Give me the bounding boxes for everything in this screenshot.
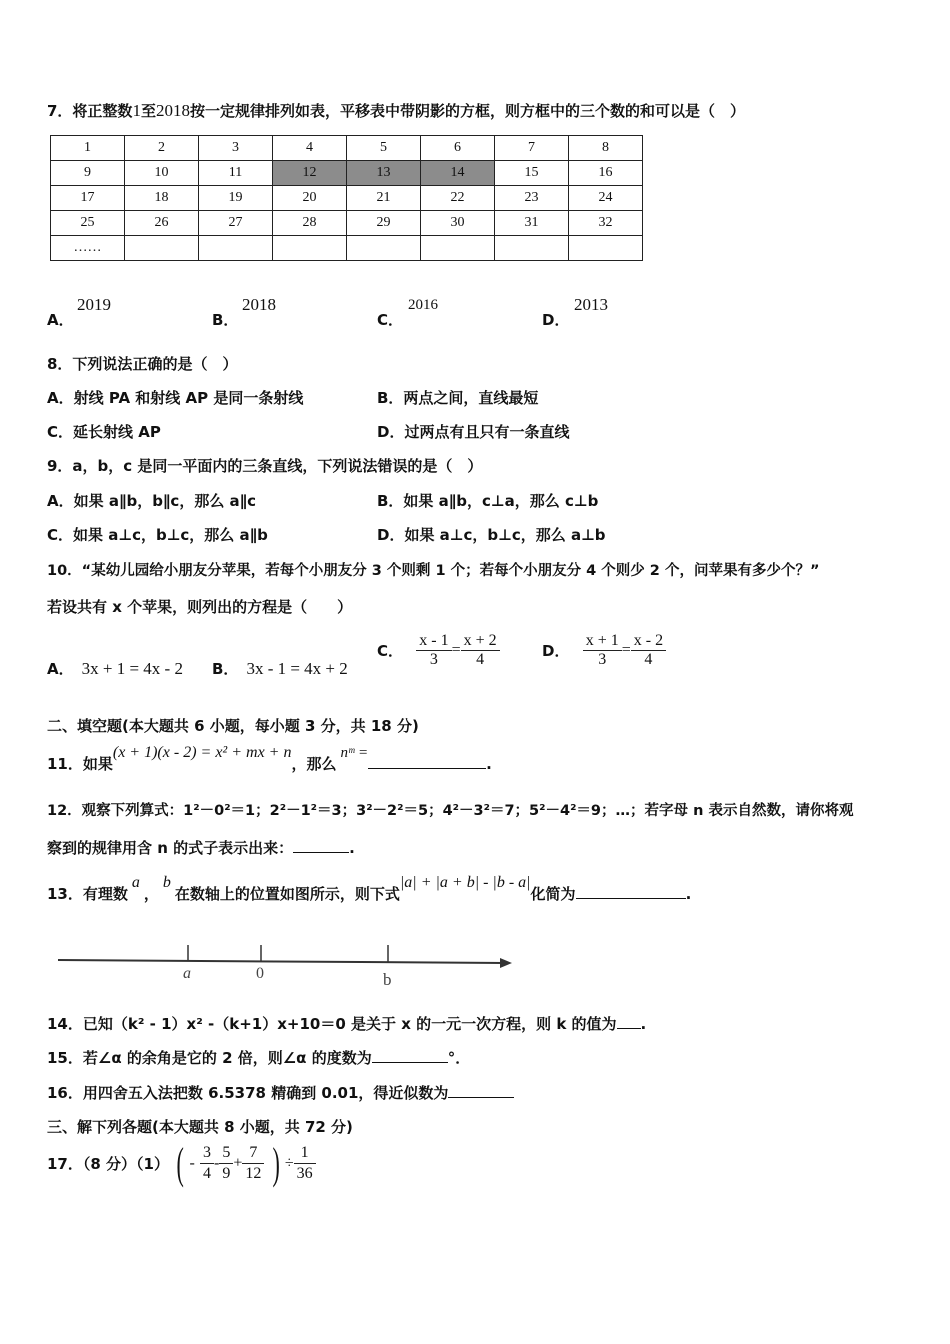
table-row (51, 236, 643, 261)
q10-option-d[interactable]: D． $\frac{x + 1}{3}$ = $\frac{x - 2}{4}$ (542, 632, 666, 669)
q14: 14．已知（k² - 1）x² -（k+1）x+10＝0 是关于 x 的一元一次方程，则 k 的值为 . (47, 1015, 647, 1033)
q9-option-d[interactable]: D．如果 a⊥c，b⊥c，那么 a⊥b (377, 526, 606, 544)
q8-option-a[interactable]: A．射线 PA 和射线 AP 是同一条射线 (47, 389, 304, 407)
table-cell: 21 (347, 186, 421, 211)
table-cell: 25 (51, 211, 125, 236)
q17-fraction-3: $\frac{7}{12}$ (242, 1143, 264, 1184)
q10-option-b-equation: 3x - 1 = 4x + 2 (246, 659, 348, 678)
table-row (51, 186, 643, 211)
q10-option-c-fraction-left: $\frac{x - 1}{3}$ (416, 632, 451, 669)
table-cell: 8 (569, 136, 643, 161)
q17-fraction-2: $\frac{5}{9}$ (219, 1143, 233, 1184)
q13: 13．有理数a，b在数轴上的位置如图所示，则下式|a| + |a + b| - |b - a|化简为 . (47, 874, 692, 903)
q10-option-d-fraction-left: $\frac{x + 1}{3}$ (583, 632, 622, 669)
q10-stem-line2: 若设共有 x 个苹果，则列出的方程是（ ） (47, 598, 353, 616)
q10-option-d-fraction-right: $\frac{x - 2}{4}$ (631, 632, 666, 669)
table-cell (421, 236, 495, 261)
q8-stem: 8．下列说法正确的是（ ） (47, 355, 238, 373)
label-0: 0 (256, 965, 264, 982)
table-cell: 11 (199, 161, 273, 186)
q9-stem: 9．a，b，c 是同一平面内的三条直线，下列说法错误的是（ ） (47, 457, 483, 475)
section-2-heading: 二、填空题(本大题共 6 小题，每小题 3 分，共 18 分) (47, 717, 419, 735)
q13-answer-blank[interactable] (576, 898, 686, 899)
q12-line2: 察到的规律用含 n 的式子表示出来： . (47, 839, 355, 857)
table-cell (199, 236, 273, 261)
table-cell (273, 236, 347, 261)
q10-option-c-fraction-right: $\frac{x + 2}{4}$ (461, 632, 500, 669)
table-cell: 10 (125, 161, 199, 186)
table-cell: 30 (421, 211, 495, 236)
q12-line1: 12．观察下列算式：1²－0²＝1；2²－1²＝3；3²－2²＝5；4²－3²＝7；5²－4²＝9；…；若字母 n 表示自然数，请你将观 (47, 803, 854, 819)
q12-answer-blank[interactable] (293, 852, 349, 853)
table-row (51, 136, 643, 161)
q8-option-d[interactable]: D．过两点有且只有一条直线 (377, 423, 570, 441)
q13-number-line (50, 935, 520, 995)
table-cell: 15 (495, 161, 569, 186)
table-cell: 7 (495, 136, 569, 161)
q11-answer-blank[interactable] (368, 768, 486, 769)
table-cell: 32 (569, 211, 643, 236)
q17: 17．（8 分）（1） ( - $\frac{3}{4}$ - $\frac{5}{9}$ + $\frac{7}{12}$ ) ÷ $\frac{1}{36}$ (47, 1143, 316, 1184)
q13-expression: |a| + |a + b| - |b - a| (399, 874, 531, 891)
table-cell: 20 (273, 186, 347, 211)
table-cell: 2 (125, 136, 199, 161)
table-cell: 16 (569, 161, 643, 186)
q14-answer-blank[interactable] (617, 1028, 641, 1029)
q7-option-c-value: 2016 (408, 297, 438, 313)
table-cell: 1 (51, 136, 125, 161)
section-3-heading: 三、解下列各题(本大题共 8 小题，共 72 分) (47, 1118, 353, 1136)
q7-option-a-value: 2019 (77, 295, 111, 314)
q7-option-b[interactable]: B． (212, 311, 239, 329)
table-row (51, 211, 643, 236)
table-cell: 17 (51, 186, 125, 211)
table-cell: 5 (347, 136, 421, 161)
q10-option-a[interactable]: A． 3x + 1 = 4x - 2 (47, 659, 183, 678)
q11-expression: (x + 1)(x - 2) = x² + mx + n (112, 744, 292, 761)
table-cell (125, 236, 199, 261)
table-cell (495, 236, 569, 261)
q15-answer-blank[interactable] (372, 1062, 448, 1063)
q15: 15．若∠α 的余角是它的 2 倍，则∠α 的度数为 °． (47, 1049, 471, 1067)
q9-option-a[interactable]: A．如果 a∥b，b∥c，那么 a∥c (47, 492, 257, 510)
table-cell: 24 (569, 186, 643, 211)
table-cell: 29 (347, 211, 421, 236)
table-cell: 27 (199, 211, 273, 236)
q16-answer-blank[interactable] (448, 1097, 514, 1098)
q7-option-c[interactable]: C． (377, 311, 404, 329)
q9-option-c[interactable]: C．如果 a⊥c，b⊥c，那么 a∥b (47, 526, 268, 544)
table-cell: …… (51, 236, 125, 261)
table-cell: 23 (495, 186, 569, 211)
table-cell-shaded: 12 (273, 161, 347, 186)
q17-fraction-divisor: $\frac{1}{36}$ (294, 1143, 316, 1184)
table-cell: 28 (273, 211, 347, 236)
table-cell (569, 236, 643, 261)
q8-option-c[interactable]: C．延长射线 AP (47, 423, 161, 441)
number-line-arrow-icon (500, 958, 512, 968)
q7-stem: 7．将正整数1至2018按一定规律排列如表，平移表中带阴影的方框，则方框中的三个数的和可以是（ ） (47, 101, 745, 120)
q10-option-c[interactable]: C． $\frac{x - 1}{3}$ = $\frac{x + 2}{4}$ (377, 632, 500, 669)
table-cell: 4 (273, 136, 347, 161)
table-cell: 31 (495, 211, 569, 236)
table-row (51, 161, 643, 186)
table-cell: 3 (199, 136, 273, 161)
table-cell-shaded: 13 (347, 161, 421, 186)
number-line-axis (58, 960, 505, 963)
table-cell: 6 (421, 136, 495, 161)
table-cell: 22 (421, 186, 495, 211)
q11: 11．如果(x + 1)(x - 2) = x² + mx + n，那么nᵐ =. (47, 744, 492, 773)
table-cell: 19 (199, 186, 273, 211)
q7-option-d[interactable]: D． (542, 311, 570, 329)
q7-number-table (50, 135, 643, 261)
table-cell (347, 236, 421, 261)
label-a: a (183, 965, 191, 982)
label-b: b (383, 970, 392, 989)
q10-stem-line1: 10．“某幼儿园给小朋友分苹果，若每个小朋友分 3 个则剩 1 个；若每个小朋友分 4 个则少 2 个，问苹果有多少个？” (47, 563, 820, 579)
q9-option-b[interactable]: B．如果 a∥b，c⊥a，那么 c⊥b (377, 492, 599, 510)
table-cell: 26 (125, 211, 199, 236)
table-cell-shaded: 14 (421, 161, 495, 186)
q11-expression-2: nᵐ = (340, 745, 369, 761)
q16: 16．用四舍五入法把数 6.5378 精确到 0.01，得近似数为 (47, 1083, 514, 1103)
q10-option-b[interactable]: B． 3x - 1 = 4x + 2 (212, 659, 348, 678)
q17-fraction-1: $\frac{3}{4}$ (200, 1143, 214, 1184)
q7-option-d-value: 2013 (574, 295, 608, 314)
q8-option-b[interactable]: B．两点之间，直线最短 (377, 389, 539, 407)
q7-option-a[interactable]: A． (47, 311, 74, 329)
q7-option-b-value: 2018 (242, 295, 276, 314)
table-cell: 9 (51, 161, 125, 186)
table-cell: 18 (125, 186, 199, 211)
q10-option-a-equation: 3x + 1 = 4x - 2 (81, 659, 183, 678)
